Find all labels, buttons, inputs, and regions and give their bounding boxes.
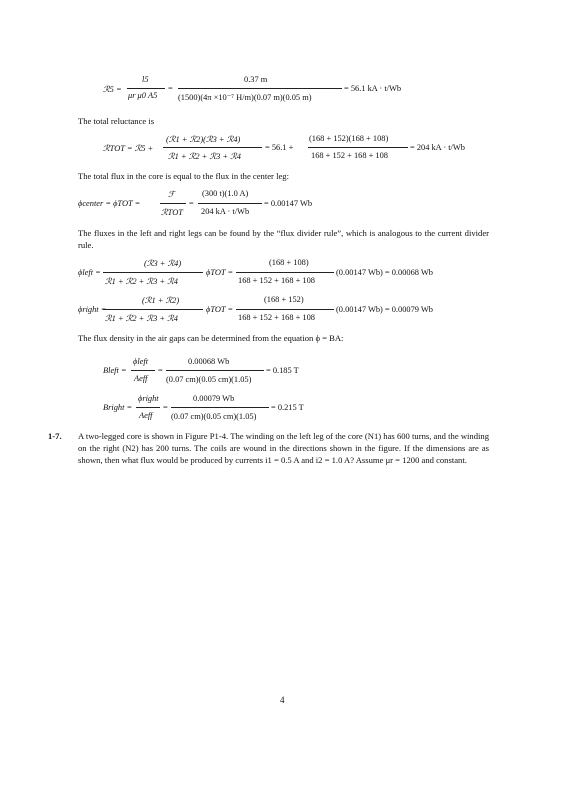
eq-rtot-num1: (ℛ1 + ℛ2)(ℛ3 + ℛ4) bbox=[166, 135, 241, 144]
eq-r5-num1: l5 bbox=[142, 75, 149, 84]
eq-phileft-result: (0.00147 Wb) = 0.00068 Wb bbox=[336, 268, 433, 277]
eq-phileft-num1: (ℛ3 + ℛ4) bbox=[144, 259, 182, 268]
eq-bleft-fracbar2 bbox=[166, 370, 264, 371]
problem-number: 1-7. bbox=[48, 431, 62, 441]
eq-phiright-result: (0.00147 Wb) = 0.00079 Wb bbox=[336, 305, 433, 314]
eq-rtot-lhs: ℛTOT = ℛ5 + bbox=[103, 144, 154, 153]
eq-phiright-den1: ℛ1 + ℛ2 + ℛ3 + ℛ4 bbox=[105, 314, 178, 323]
eq-bright-eq: = bbox=[163, 403, 168, 412]
eq-phiright-num1: (ℛ1 + ℛ2) bbox=[142, 296, 180, 305]
eq-bright-den2: (0.07 cm)(0.05 cm)(1.05) bbox=[171, 412, 257, 421]
eq-phiright-den2: 168 + 152 + 168 + 108 bbox=[238, 313, 315, 322]
eq-bleft-den1: Aeff bbox=[134, 374, 148, 383]
eq-phicenter-result: = 0.00147 Wb bbox=[264, 199, 313, 208]
eq-phiright-lhs: ϕright = bbox=[78, 305, 107, 314]
eq-bright-fracbar1 bbox=[136, 407, 160, 408]
eq-bright-fracbar2 bbox=[171, 407, 269, 408]
eq-phicenter-num1: ℱ bbox=[168, 190, 175, 199]
paragraph-flux-density: The flux density in the air gaps can be determined from the equation ϕ = BA: bbox=[78, 333, 344, 343]
eq-phileft-den1: ℛ1 + ℛ2 + ℛ3 + ℛ4 bbox=[105, 277, 178, 286]
eq-rtot-num2: (168 + 152)(168 + 108) bbox=[309, 134, 389, 143]
eq-bleft-num1: ϕleft bbox=[133, 357, 149, 366]
eq-rtot-result: = 204 kA · t/Wb bbox=[410, 143, 465, 152]
eq-bright-num1: ϕright bbox=[138, 394, 159, 403]
eq-phiright-fracbar1 bbox=[103, 309, 203, 310]
eq-r5-den2: (1500)(4π ×10⁻⁷ H/m)(0.07 m)(0.05 m) bbox=[178, 93, 312, 102]
paragraph-flux-divider: The fluxes in the left and right legs can be found by the “flux divider rule”, which is analogous to the current divider rule. bbox=[78, 228, 489, 251]
eq-r5-fracbar2 bbox=[178, 88, 342, 89]
eq-bleft-lhs: Bleft = bbox=[103, 366, 127, 375]
eq-rtot-fracbar1 bbox=[163, 147, 262, 148]
eq-r5-result: = 56.1 kA · t/Wb bbox=[344, 84, 402, 93]
eq-phileft-num2: (168 + 108) bbox=[269, 258, 309, 267]
eq-bright-result: = 0.215 T bbox=[271, 403, 304, 412]
eq-r5-num2: 0.37 m bbox=[244, 75, 268, 84]
eq-bright-num2: 0.00079 Wb bbox=[193, 394, 235, 403]
eq-phiright-mid: ϕTOT = bbox=[206, 305, 234, 314]
eq-phileft-mid: ϕTOT = bbox=[206, 268, 234, 277]
eq-r5-den1: μr μ0 A5 bbox=[128, 91, 158, 100]
eq-rtot-den1: ℛ1 + ℛ2 + ℛ3 + ℛ4 bbox=[168, 152, 241, 161]
eq-bleft-fracbar1 bbox=[131, 370, 155, 371]
eq-phicenter-fracbar2 bbox=[198, 203, 262, 204]
paragraph-total-flux: The total flux in the core is equal to the flux in the center leg: bbox=[78, 171, 289, 181]
eq-bleft-result: = 0.185 T bbox=[266, 366, 299, 375]
eq-phileft-fracbar1 bbox=[103, 272, 203, 273]
eq-phileft-lhs: ϕleft = bbox=[78, 268, 101, 277]
page-number: 4 bbox=[280, 695, 285, 705]
eq-phicenter-den2: 204 kA · t/Wb bbox=[201, 207, 250, 216]
eq-phicenter-eq: = bbox=[189, 199, 194, 208]
eq-bright-lhs: Bright = bbox=[103, 403, 133, 412]
eq-rtot-mid: = 56.1 + bbox=[265, 143, 294, 152]
eq-bleft-eq: = bbox=[158, 366, 163, 375]
paragraph-total-reluctance: The total reluctance is bbox=[78, 116, 155, 126]
problem-body: A two-legged core is shown in Figure P1-4. The winding on the left leg of the core (N1) has 600 turns, and the winding on the right (N2) has 200 turns. The coils are wound in the directions shown in the figure. If the dimensions are as shown, then what flux would be produced by currents i1 = 0.5 A and i2 = 1.0 A? Assume μr = 1200 and constant. bbox=[78, 431, 489, 466]
eq-rtot-den2: 168 + 152 + 168 + 108 bbox=[311, 151, 388, 160]
eq-rtot-fracbar2 bbox=[308, 147, 408, 148]
eq-phileft-den2: 168 + 152 + 168 + 108 bbox=[238, 276, 315, 285]
eq-phicenter-num2: (300 t)(1.0 A) bbox=[202, 189, 249, 198]
eq-phileft-fracbar2 bbox=[236, 272, 334, 273]
eq-phiright-fracbar2 bbox=[236, 309, 334, 310]
eq-r5-eq: = bbox=[168, 84, 173, 93]
eq-bleft-den2: (0.07 cm)(0.05 cm)(1.05) bbox=[166, 375, 252, 384]
eq-phicenter-fracbar1 bbox=[160, 203, 186, 204]
eq-phicenter-den1: ℛTOT bbox=[161, 208, 183, 217]
eq-phiright-num2: (168 + 152) bbox=[264, 295, 304, 304]
eq-r5-fracbar1 bbox=[127, 88, 165, 89]
eq-bright-den1: Aeff bbox=[139, 411, 153, 420]
eq-bleft-num2: 0.00068 Wb bbox=[188, 357, 230, 366]
eq-r5-lhs: ℛ5 = bbox=[103, 85, 122, 94]
eq-phicenter-lhs: ϕcenter = ϕTOT = bbox=[78, 199, 141, 208]
